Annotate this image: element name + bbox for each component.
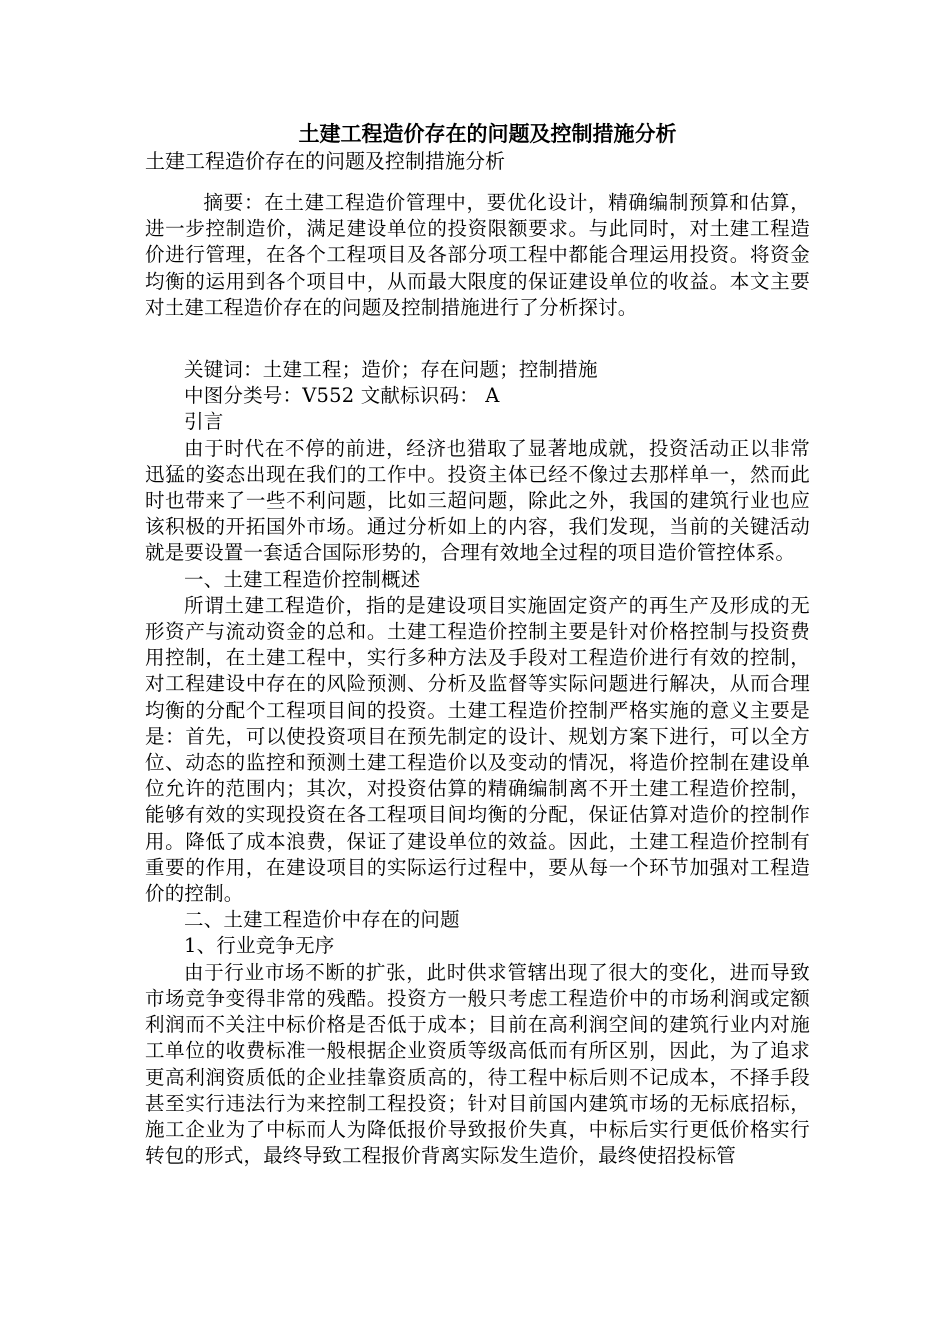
section1-heading: 一、土建工程造价控制概述 [184,567,421,591]
document-page [145,120,810,1169]
classification-line: 中图分类号：V552 文献标识码： A [184,384,500,408]
document-title: 土建工程造价存在的问题及控制措施分析 [298,122,677,146]
section1-paragraph: 所谓土建工程造价，指的是建设项目实施固定资产的再生产及形成的无形资产与流动资金的总和。土建工程造价控制主要是针对价格控制与投资费用控制，在土建工程中，实行多种方法及手段对工程造价进行有效的控制，对工程建设中存在的风险预测、分析及监督等实际问题进行解决，从而合理均衡的分配个工程项目间的投资。土建工程造价控制严格实施的意义主要是是：首先，可以使投资项目在预先制定的设计、规划方案下进行，可以全方位、动态的监控和预测土建工程造价以及变动的情况，将造价控制在建设单位允许的范围内；其次，对投资估算的精确编制离不开土建工程造价控制，能够有效的实现投资在各工程项目间均衡的分配，保证估算对造价的控制作用。降低了成本浪费，保证了建设单位的效益。因此，土建工程造价控制有重要的作用，在建设项目的实际运行过程中，要从每一个环节加强对工程造价的控制。 [145,593,810,906]
section2-heading: 二、土建工程造价中存在的问题 [184,908,460,932]
subsection1-heading: 1、行业竞争无序 [184,934,335,958]
keywords-line: 关键词：土建工程；造价；存在问题；控制措施 [184,358,598,382]
intro-heading: 引言 [184,410,224,434]
intro-paragraph: 由于时代在不停的前进，经济也猎取了显著地成就，投资活动正以非常迅猛的姿态出现在我们的工作中。投资主体已经不像过去那样单一，然而此时也带来了一些不利问题，比如三超问题，除此之外，我国的建筑行业也应该积极的开拓国外市场。通过分析如上的内容，我们发现，当前的关键活动就是要设置一套适合国际形势的，合理有效地全过程的项目造价管控体系。 [145,436,810,565]
abstract-paragraph: 摘要：在土建工程造价管理中，要优化设计，精确编制预算和估算，进一步控制造价，满足建设单位的投资限额要求。与此同时，对土建工程造价进行管理，在各个工程项目及各部分项工程中都能合理运用投资。将资金均衡的运用到各个项目中，从而最大限度的保证建设单位的收益。本文主要对土建工程造价存在的问题及控制措施进行了分析探讨。 [145,191,810,319]
subsection1-paragraph: 由于行业市场不断的扩张，此时供求管辖出现了很大的变化，进而导致市场竞争变得非常的残酷。投资方一般只考虑工程造价中的市场利润或定额利润而不关注中标价格是否低于成本；目前在高利润空间的建筑行业内对施工单位的收费标准一般根据企业资质等级高低而有所区别，因此，为了追求更高利润资质低的企业挂靠资质高的，待工程中标后则不记成本，不择手段甚至实行违法行为来控制工程投资；针对目前国内建筑市场的无标底招标，施工企业为了中标而人为降低报价导致报价失真，中标后实行更低价格实行转包的形式，最终导致工程报价背离实际发生造价，最终使招投标管 [145,960,810,1168]
document-subtitle: 土建工程造价存在的问题及控制措施分析 [145,149,505,173]
